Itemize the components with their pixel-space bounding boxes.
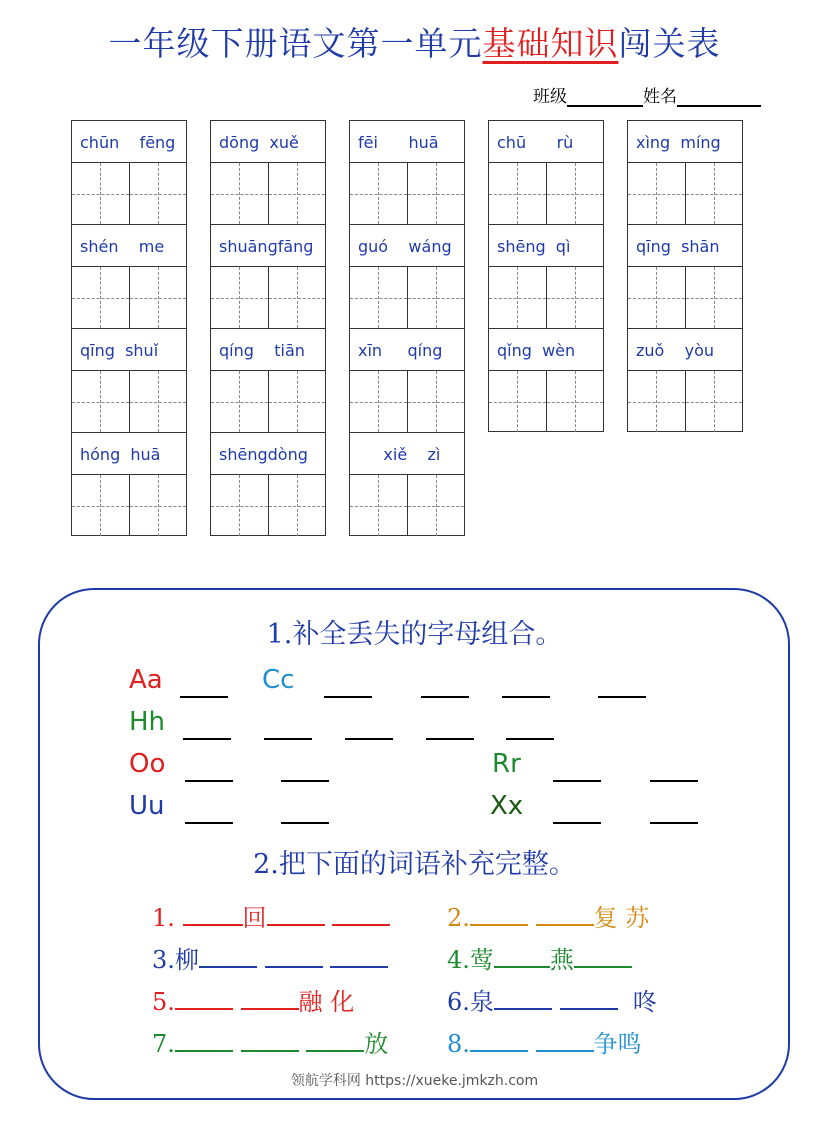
pinyin-label: guó wáng [350,225,464,267]
question-5: 5. 融 化 [152,988,355,1016]
pinyin-label: shuānɡfānɡ [211,225,325,267]
pinyin-column-1 [71,120,187,536]
pinyin-cell [210,224,326,328]
letter-uu: Uu [129,791,165,821]
answer-blank[interactable] [553,820,601,824]
class-label: 班级 [533,87,567,107]
answer-blank[interactable] [536,1030,594,1052]
writing-box[interactable] [489,163,547,224]
title-part1: 一年级下册语文第一单元 [108,24,483,63]
writing-box[interactable] [686,163,743,224]
pinyin-cell [349,328,465,432]
answer-blank[interactable] [306,1030,364,1052]
pinyin-label: chūn fēng [72,121,186,163]
pinyin-cell [627,328,743,432]
writing-box[interactable] [547,371,604,432]
answer-blank[interactable] [241,1030,299,1052]
answer-blank[interactable] [175,1030,233,1052]
answer-blank[interactable] [175,988,233,1010]
writing-box[interactable] [72,267,130,328]
letter-rr: Rr [492,749,521,779]
writing-box[interactable] [408,163,465,224]
writing-box[interactable] [628,267,686,328]
writing-box[interactable] [130,163,187,224]
pinyin-label: zuǒ yòu [628,329,742,371]
answer-blank[interactable] [324,694,372,698]
answer-blank[interactable] [185,820,233,824]
answer-blank[interactable] [264,736,312,740]
writing-box[interactable] [408,371,465,432]
pinyin-cell [349,432,465,536]
pinyin-cell [488,328,604,432]
writing-box[interactable] [269,371,326,432]
answer-blank[interactable] [553,778,601,782]
letter-oo: Oo [129,749,166,779]
writing-box[interactable] [269,163,326,224]
pinyin-column-4 [488,120,604,432]
title-highlight: 基础知识 [482,24,619,63]
answer-blank[interactable] [494,988,552,1010]
pinyin-column-2 [210,120,326,536]
answer-blank[interactable] [421,694,469,698]
answer-blank[interactable] [506,736,554,740]
writing-box[interactable] [130,371,187,432]
pinyin-cell [210,120,326,224]
pinyin-label: fēi huā [350,121,464,163]
answer-blank[interactable] [470,1030,528,1052]
pinyin-label: qīng shuǐ [72,329,186,371]
writing-box[interactable] [130,475,187,536]
writing-box[interactable] [269,475,326,536]
writing-box[interactable] [130,267,187,328]
pinyin-label: qǐng wèn [489,329,603,371]
answer-blank[interactable] [494,946,550,968]
pinyin-cell [71,120,187,224]
answer-blank[interactable] [598,694,646,698]
letter-xx: Xx [490,791,524,821]
writing-box[interactable] [72,475,130,536]
answer-blank[interactable] [281,820,329,824]
question-8: 8. 争鸣 [447,1030,642,1058]
answer-blank[interactable] [183,904,243,926]
writing-box[interactable] [72,371,130,432]
pinyin-label: dōng xuě [211,121,325,163]
answer-blank[interactable] [330,946,388,968]
writing-box[interactable] [547,163,604,224]
pinyin-cell [349,224,465,328]
writing-box[interactable] [350,371,408,432]
pinyin-cell [488,120,604,224]
letter-aa: Aa [129,665,163,695]
answer-blank[interactable] [650,778,698,782]
pinyin-label: hóng huā [72,433,186,475]
writing-box[interactable] [489,371,547,432]
class-field[interactable] [567,87,643,107]
writing-box[interactable] [489,267,547,328]
writing-box[interactable] [211,163,269,224]
answer-blank[interactable] [332,904,390,926]
answer-blank[interactable] [574,946,632,968]
title-part2: 闯关表 [618,24,721,63]
section2-heading: 2.把下面的词语补充完整。 [253,849,576,880]
pinyin-label: qīng shān [628,225,742,267]
pinyin-cell [627,120,743,224]
pinyin-label: shēng qì [489,225,603,267]
page-title [0,18,829,65]
writing-box[interactable] [628,163,686,224]
pinyin-label: shēngdòng [211,433,325,475]
answer-blank[interactable] [470,904,528,926]
answer-blank[interactable] [241,988,299,1010]
writing-box[interactable] [547,267,604,328]
pinyin-label: qíng tiān [211,329,325,371]
section1-heading: 1.补全丢失的字母组合。 [266,619,563,650]
pinyin-label: xīn qíng [350,329,464,371]
answer-blank[interactable] [345,736,393,740]
question-2: 2. 复 苏 [447,904,650,932]
question-3: 3.柳 [152,940,388,975]
writing-box[interactable] [408,267,465,328]
answer-blank[interactable] [265,946,323,968]
pinyin-label: xìng míng [628,121,742,163]
pinyin-cell [627,224,743,328]
student-info [533,82,761,107]
writing-box[interactable] [350,163,408,224]
pinyin-cell [71,328,187,432]
answer-blank[interactable] [183,736,231,740]
writing-box[interactable] [211,475,269,536]
answer-blank[interactable] [426,736,474,740]
question-4: 4.莺 燕 [447,940,632,975]
name-label: 姓名 [643,87,677,107]
pinyin-label: xiě zì [350,433,464,475]
pinyin-cell [210,432,326,536]
letter-hh: Hh [129,707,166,737]
writing-box[interactable] [350,267,408,328]
name-field[interactable] [677,87,761,107]
pinyin-label: shén me [72,225,186,267]
pinyin-cell [488,224,604,328]
writing-box[interactable] [408,475,465,536]
answer-blank[interactable] [536,904,594,926]
question-6: 6.泉 咚 [447,988,657,1016]
writing-box[interactable] [211,371,269,432]
writing-box[interactable] [72,163,130,224]
pinyin-cell [349,120,465,224]
writing-box[interactable] [686,371,743,432]
pinyin-cell [71,224,187,328]
answer-blank[interactable] [199,946,257,968]
writing-box[interactable] [211,267,269,328]
writing-box[interactable] [686,267,743,328]
answer-blank[interactable] [180,694,228,698]
answer-blank[interactable] [267,904,325,926]
pinyin-cell [210,328,326,432]
question-1: 1. 回 [152,898,390,933]
question-7: 7. 放 [152,1030,389,1058]
answer-blank[interactable] [502,694,550,698]
answer-blank[interactable] [185,778,233,782]
answer-blank[interactable] [650,820,698,824]
letter-cc: Cc [262,665,295,695]
answer-blank[interactable] [560,988,618,1010]
writing-box[interactable] [269,267,326,328]
pinyin-label: chū rù [489,121,603,163]
writing-box[interactable] [350,475,408,536]
writing-box[interactable] [628,371,686,432]
footer-watermark: 领航学科网 https://xueke.jmkzh.com [290,1073,539,1089]
pinyin-column-5 [627,120,743,432]
answer-blank[interactable] [281,778,329,782]
pinyin-column-3 [349,120,465,536]
pinyin-cell [71,432,187,536]
